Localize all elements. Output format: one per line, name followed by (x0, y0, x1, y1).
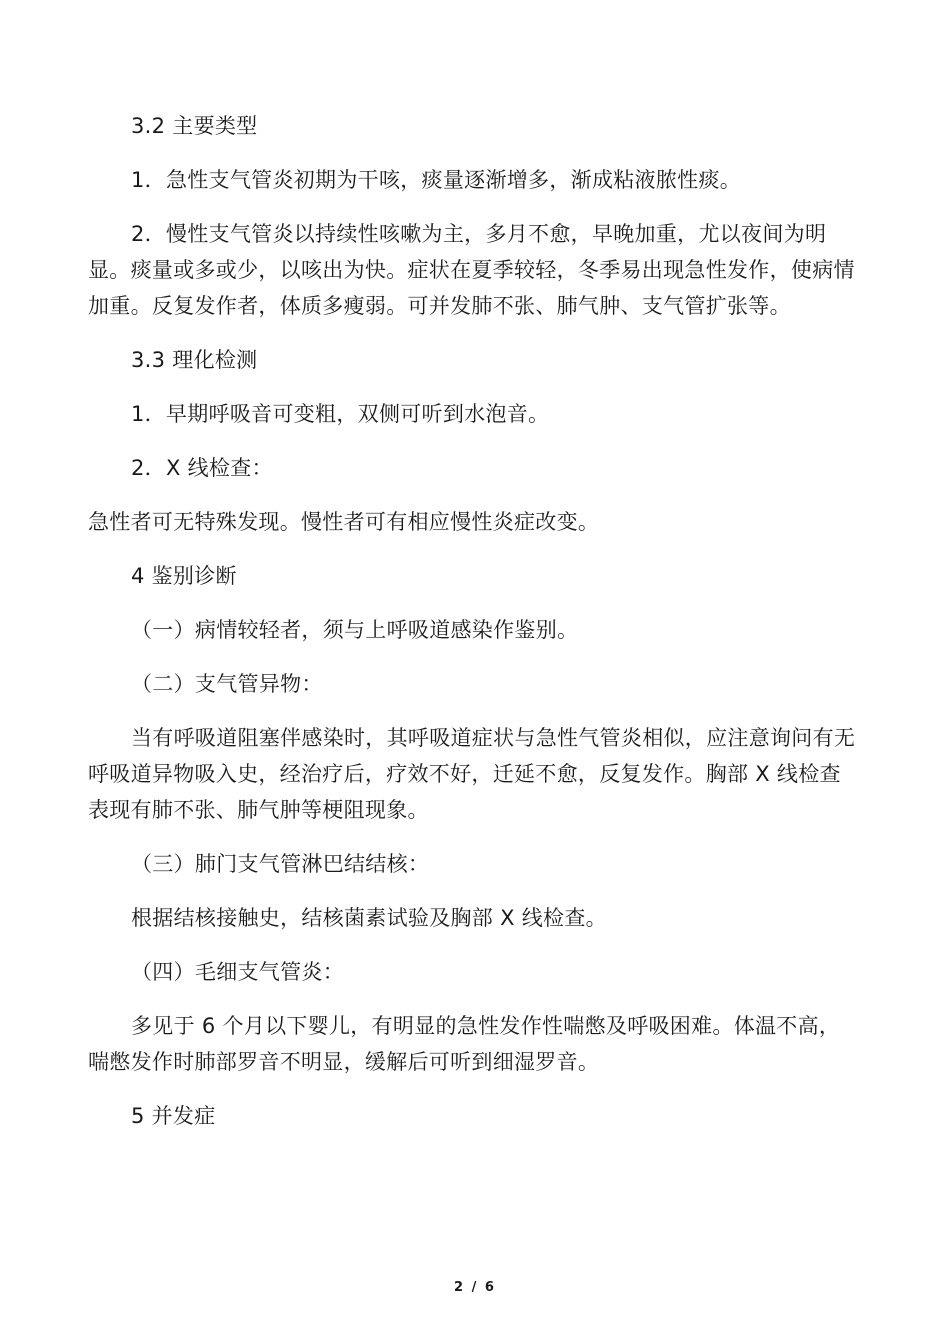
paragraph-diff-2-heading: （二）支气管异物： (131, 672, 323, 696)
section-heading-5: 5 并发症 (131, 1104, 216, 1128)
paragraph-diff-3-body: 根据结核接触史，结核菌素试验及胸部 X 线检查。 (131, 906, 607, 930)
paragraph-diff-2-body: 当有呼吸道阻塞伴感染时，其呼吸道症状与急性气管炎相似，应注意询问有无呼吸道异物吸入史，经治疗后，疗效不好，迁延不愈，反复发作。胸部 X 线检查表现有肺不张、肺气肿等梗阻现象。 (88, 726, 856, 822)
paragraph-diff-1: （一）病情较轻者，须与上呼吸道感染作鉴别。 (131, 618, 579, 642)
document-body (88, 108, 860, 1152)
page-number: 2 / 6 (454, 1280, 496, 1295)
paragraph-xray-heading: 2．X 线检查： (131, 456, 273, 480)
paragraph-acute-bronchitis: 1．急性支气管炎初期为干咳，痰量逐渐增多，渐成粘液脓性痰。 (131, 168, 742, 192)
paragraph-xray-findings: 急性者可无特殊发现。慢性者可有相应慢性炎症改变。 (88, 510, 600, 534)
paragraph-diff-4-heading: （四）毛细支气管炎： (131, 960, 344, 984)
paragraph-breath-sounds: 1．早期呼吸音可变粗，双侧可听到水泡音。 (131, 402, 550, 426)
section-heading-3-2: 3.2 主要类型 (131, 114, 258, 138)
section-heading-3-3: 3.3 理化检测 (131, 348, 258, 372)
section-heading-4: 4 鉴别诊断 (131, 564, 237, 588)
paragraph-diff-4-body: 多见于 6 个月以下婴儿，有明显的急性发作性喘憋及呼吸困难。体温不高，喘憋发作时肺部罗音不明显，缓解后可听到细湿罗音。 (88, 1014, 841, 1074)
paragraph-diff-3-heading: （三）肺门支气管淋巴结结核： (131, 852, 430, 876)
paragraph-chronic-bronchitis: 2．慢性支气管炎以持续性咳嗽为主，多月不愈，早晚加重，尤以夜间为明显。痰量或多或少，以咳出为快。症状在夏季较轻，冬季易出现急性发作，使病情加重。反复发作者，体质多瘦弱。可并发肺不张、肺气肿、支气管扩张等。 (88, 222, 855, 318)
